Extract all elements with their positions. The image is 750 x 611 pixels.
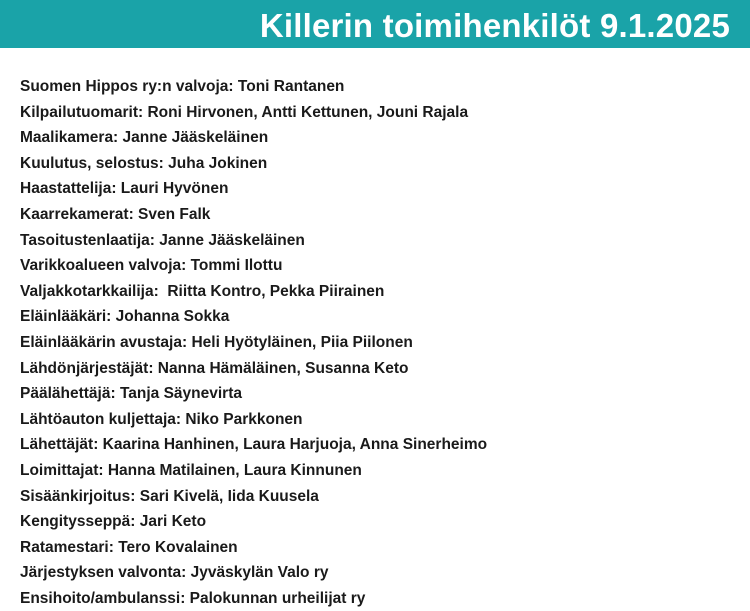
role-label: Päälähettäjä: [20, 385, 116, 403]
role-names: Niko Parkkonen [181, 410, 303, 428]
role-label: Kengitysseppä: [20, 513, 136, 531]
list-item [20, 381, 740, 407]
role-names: Tommi Ilottu [186, 257, 283, 275]
list-item [20, 151, 740, 177]
role-names: Jyväskylän Valo ry [186, 564, 329, 582]
list-item [20, 202, 740, 228]
role-label: Haastattelija: [20, 180, 117, 198]
list-item [20, 407, 740, 433]
list-item [20, 432, 740, 458]
list-item [20, 484, 740, 510]
role-names: Hanna Matilainen, Laura Kinnunen [103, 461, 362, 479]
role-label: Eläinlääkäri: [20, 308, 112, 326]
role-label: Valjakkotarkkailija: [20, 282, 159, 300]
role-label: Lähtöauton kuljettaja: [20, 410, 182, 428]
role-label: Sisäänkirjoitus: [20, 487, 136, 505]
role-label: Maalikamera: [20, 129, 119, 147]
list-item [20, 330, 740, 356]
role-names: Riitta Kontro, Pekka Piirainen [158, 282, 385, 300]
role-names: Palokunnan urheilijat ry [185, 589, 366, 607]
role-label: Kaarrekamerat: [20, 205, 134, 223]
role-names: Roni Hirvonen, Antti Kettunen, Jouni Rajala [143, 103, 469, 121]
role-names: Sari Kivelä, Iida Kuusela [135, 487, 319, 505]
role-names: Tero Kovalainen [113, 538, 238, 556]
role-names: Janne Jääskeläinen [118, 129, 269, 147]
list-item [20, 304, 740, 330]
role-label: Eläinlääkärin avustaja: [20, 333, 188, 351]
role-label: Tasoitustenlaatija: [20, 231, 155, 249]
header-banner [0, 0, 750, 48]
role-names: Nanna Hämäläinen, Susanna Keto [153, 359, 409, 377]
list-item [20, 279, 740, 305]
list-item [20, 125, 740, 151]
role-label: Ensihoito/ambulanssi: [20, 589, 186, 607]
list-item [20, 535, 740, 561]
role-label: Lähettäjät: [20, 436, 99, 454]
list-item [20, 509, 740, 535]
role-label: Kuulutus, selostus: [20, 154, 164, 172]
role-names: Lauri Hyvönen [116, 180, 229, 198]
list-item [20, 458, 740, 484]
role-label: Varikkoalueen valvoja: [20, 257, 187, 275]
role-names: Toni Rantanen [233, 78, 345, 95]
role-label: Kilpailutuomarit: [20, 103, 144, 121]
list-item [20, 560, 740, 586]
role-names: Juha Jokinen [163, 154, 268, 172]
list-item [20, 176, 740, 202]
list-item [20, 74, 740, 100]
role-names: Sven Falk [133, 205, 211, 223]
list-item [20, 100, 740, 126]
list-item [20, 228, 740, 254]
list-item [20, 356, 740, 382]
role-names: Johanna Sokka [111, 308, 230, 326]
role-label: Suomen Hippos ry:n valvoja: [20, 78, 234, 95]
role-names: Tanja Säynevirta [115, 385, 242, 403]
list-item [20, 586, 740, 611]
role-names: Heli Hyötyläinen, Piia Piilonen [187, 333, 413, 351]
role-label: Järjestyksen valvonta: [20, 564, 187, 582]
role-label: Loimittajat: [20, 461, 104, 479]
role-names: Jari Keto [135, 513, 207, 531]
role-names: Kaarina Hanhinen, Laura Harjuoja, Anna Sinerheimo [98, 436, 488, 454]
role-label: Lähdönjärjestäjät: [20, 359, 154, 377]
officials-list [20, 74, 740, 611]
page-title: Killerin toimihenkilöt 9.1.2025 [259, 7, 730, 44]
list-item [20, 253, 740, 279]
role-names: Janne Jääskeläinen [154, 231, 305, 249]
role-label: Ratamestari: [20, 538, 114, 556]
